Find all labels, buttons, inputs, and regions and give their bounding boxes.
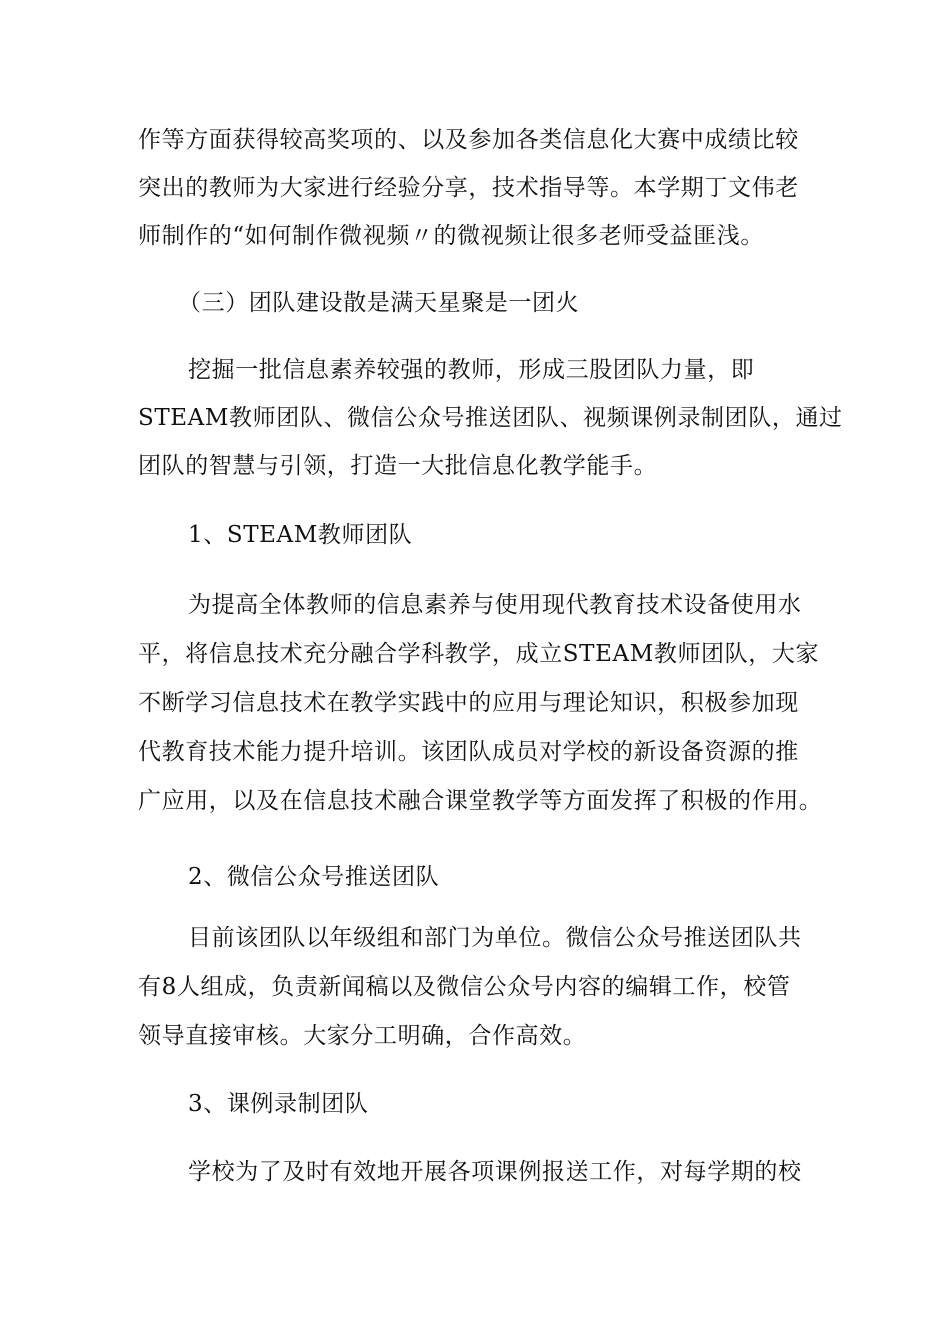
paragraph-1-line-3: 师制作的“如何制作微视频〃的微视频让很多老师受益匪浅。 bbox=[138, 223, 764, 249]
paragraph-3-line-4: 代教育技术能力提升培训。该团队成员对学校的新设备资源的推 bbox=[138, 739, 799, 765]
paragraph-4-line-3: 领导直接审核。大家分工明确，合作高效。 bbox=[138, 1023, 587, 1049]
subheading-wechat-team: 2、微信公众号推送团队 bbox=[188, 864, 440, 890]
paragraph-4-line-1: 目前该团队以年级组和部门为单位。微信公众号推送团队共 bbox=[188, 925, 802, 951]
paragraph-4-line-2: 有8人组成，负责新闻稿以及微信公众号内容的编辑工作，校管 bbox=[138, 974, 791, 1000]
paragraph-2-line-2: STEAM教师团队、微信公众号推送团队、视频课例录制团队，通过 bbox=[138, 405, 843, 431]
subheading-steam-team: 1、STEAM教师团队 bbox=[188, 522, 413, 548]
paragraph-3-line-2: 平，将信息技术充分融合学科教学，成立STEAM教师团队，大家 bbox=[138, 641, 820, 667]
paragraph-3-line-1: 为提高全体教师的信息素养与使用现代教育技术设备使用水 bbox=[188, 592, 802, 618]
paragraph-1-line-2: 突出的教师为大家进行经验分享，技术指导等。本学期丁文伟老 bbox=[138, 175, 799, 201]
paragraph-2-line-3: 团队的智慧与引领，打造一大批信息化教学能手。 bbox=[138, 453, 658, 479]
paragraph-3-line-5: 广应用，以及在信息技术融合课堂教学等方面发挥了积极的作用。 bbox=[138, 788, 823, 814]
subheading-video-team: 3、课例录制团队 bbox=[188, 1091, 369, 1117]
section-heading-team-building: （三）团队建设散是满天星聚是一团火 bbox=[178, 290, 580, 316]
paragraph-1-line-1: 作等方面获得较高奖项的、以及参加各类信息化大赛中成绩比较 bbox=[138, 127, 799, 153]
paragraph-3-line-3: 不断学习信息技术在教学实践中的应用与理论知识，积极参加现 bbox=[138, 690, 799, 716]
paragraph-5-line-1: 学校为了及时有效地开展各项课例报送工作，对每学期的校 bbox=[188, 1159, 802, 1185]
paragraph-2-line-1: 挖掘一批信息素养较强的教师，形成三股团队力量，即 bbox=[188, 357, 755, 383]
